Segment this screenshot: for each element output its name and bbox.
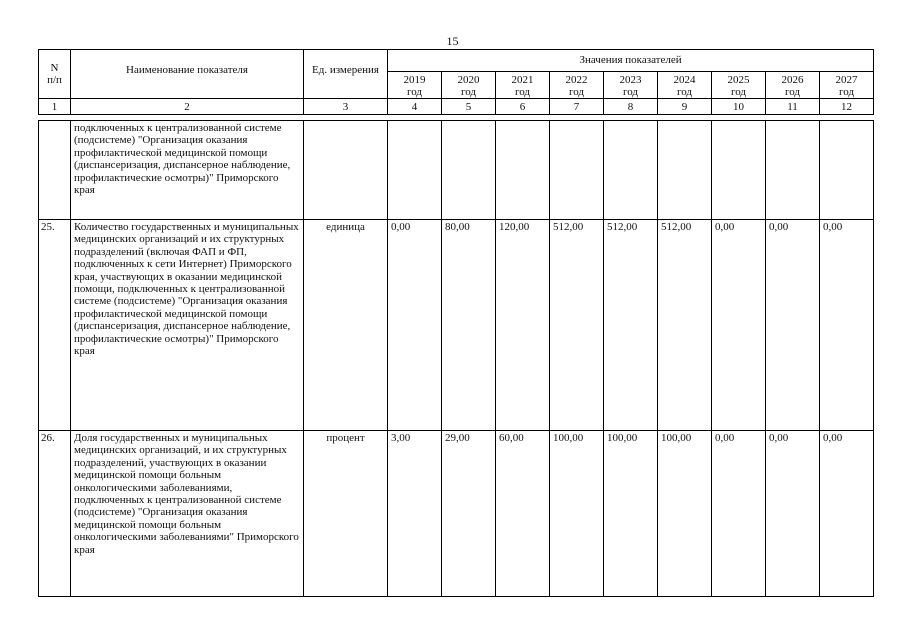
table-row <box>39 121 874 220</box>
header-num-cell <box>39 50 71 99</box>
year-label: 2025 год <box>727 74 750 98</box>
year-label: 2027 год <box>835 74 858 98</box>
column-number: 3 <box>304 99 388 115</box>
year-label: 2023 год <box>619 74 642 98</box>
table-header <box>38 49 874 115</box>
column-number: 1 <box>39 99 71 115</box>
header-values-group <box>388 50 874 72</box>
table-row <box>39 220 874 431</box>
row-value: 512,00 <box>550 220 604 431</box>
year-label: 2026 год <box>781 74 804 98</box>
row-value: 0,00 <box>766 220 820 431</box>
year-cell <box>496 72 550 99</box>
column-number: 6 <box>496 99 550 115</box>
row-value <box>388 121 442 220</box>
row-unit: процент <box>304 431 388 597</box>
column-number: 9 <box>658 99 712 115</box>
row-value: 512,00 <box>604 220 658 431</box>
row-unit <box>304 121 388 220</box>
row-indicator-name: подключенных к централизованной системе (подсистеме) "Организация оказания профилактической медицинской помощи (диспансеризация, диспансерное наблюдение, профилактические осмотры)" Приморского края <box>71 121 304 220</box>
column-number: 4 <box>388 99 442 115</box>
year-cell <box>820 72 874 99</box>
row-value <box>550 121 604 220</box>
header-name-cell <box>71 50 304 99</box>
row-value: 0,00 <box>712 220 766 431</box>
row-value <box>442 121 496 220</box>
row-value <box>766 121 820 220</box>
column-number: 12 <box>820 99 874 115</box>
row-value: 0,00 <box>388 220 442 431</box>
header-values-label: Значения показателей <box>579 54 682 66</box>
row-value <box>496 121 550 220</box>
row-number <box>39 121 71 220</box>
year-cell <box>712 72 766 99</box>
row-value: 0,00 <box>766 431 820 597</box>
year-label: 2020 год <box>457 74 480 98</box>
year-label: 2024 год <box>673 74 696 98</box>
row-number: 25. <box>39 220 71 431</box>
column-number: 10 <box>712 99 766 115</box>
year-cell <box>550 72 604 99</box>
row-indicator-name: Доля государственных и муниципальных медицинских организаций, и их структурных подразделений, участвующих в оказании медицинской помощи больным онкологическими заболеваниями, подключенных к централизованной системе (подсистеме) "Организация оказания медицинской помощи больным онкологическими заболеваниями" Приморского края <box>71 431 304 597</box>
row-value: 29,00 <box>442 431 496 597</box>
row-value <box>712 121 766 220</box>
year-label: 2022 год <box>565 74 588 98</box>
row-value: 0,00 <box>712 431 766 597</box>
row-value: 80,00 <box>442 220 496 431</box>
header-num-label: N п/п <box>47 62 62 86</box>
row-unit: единица <box>304 220 388 431</box>
page-number: 15 <box>446 34 459 48</box>
column-number: 11 <box>766 99 820 115</box>
row-value: 0,00 <box>820 431 874 597</box>
row-number: 26. <box>39 431 71 597</box>
row-value: 3,00 <box>388 431 442 597</box>
header-unit-cell <box>304 50 388 99</box>
table-body <box>38 120 874 597</box>
year-cell <box>442 72 496 99</box>
row-value: 120,00 <box>496 220 550 431</box>
row-value <box>658 121 712 220</box>
row-value: 0,00 <box>820 220 874 431</box>
year-label: 2021 год <box>511 74 534 98</box>
column-number: 5 <box>442 99 496 115</box>
year-cell <box>388 72 442 99</box>
column-number-row <box>39 99 874 115</box>
year-label: 2019 год <box>403 74 426 98</box>
year-cell <box>658 72 712 99</box>
header-unit-label: Ед. измерения <box>312 64 379 76</box>
row-value <box>604 121 658 220</box>
column-number: 2 <box>71 99 304 115</box>
column-number: 7 <box>550 99 604 115</box>
year-cell <box>604 72 658 99</box>
year-cell <box>766 72 820 99</box>
row-value: 512,00 <box>658 220 712 431</box>
row-value: 60,00 <box>496 431 550 597</box>
column-number: 8 <box>604 99 658 115</box>
row-value: 100,00 <box>550 431 604 597</box>
row-value <box>820 121 874 220</box>
header-name-label: Наименование показателя <box>126 64 248 76</box>
table-row <box>39 431 874 597</box>
row-indicator-name: Количество государственных и муниципальных медицинских организаций и их структурных подразделений (включая ФАП и ФП, подключенных к сети Интернет) Приморского края, участвующих в оказании медицинской помощи, подключенных к централизованной системе (подсистеме) "Организация оказания профилактической медицинской помощи (диспансеризация, диспансерное наблюдение, профилактические осмотры)" Приморского края <box>71 220 304 431</box>
row-value: 100,00 <box>658 431 712 597</box>
row-value: 100,00 <box>604 431 658 597</box>
